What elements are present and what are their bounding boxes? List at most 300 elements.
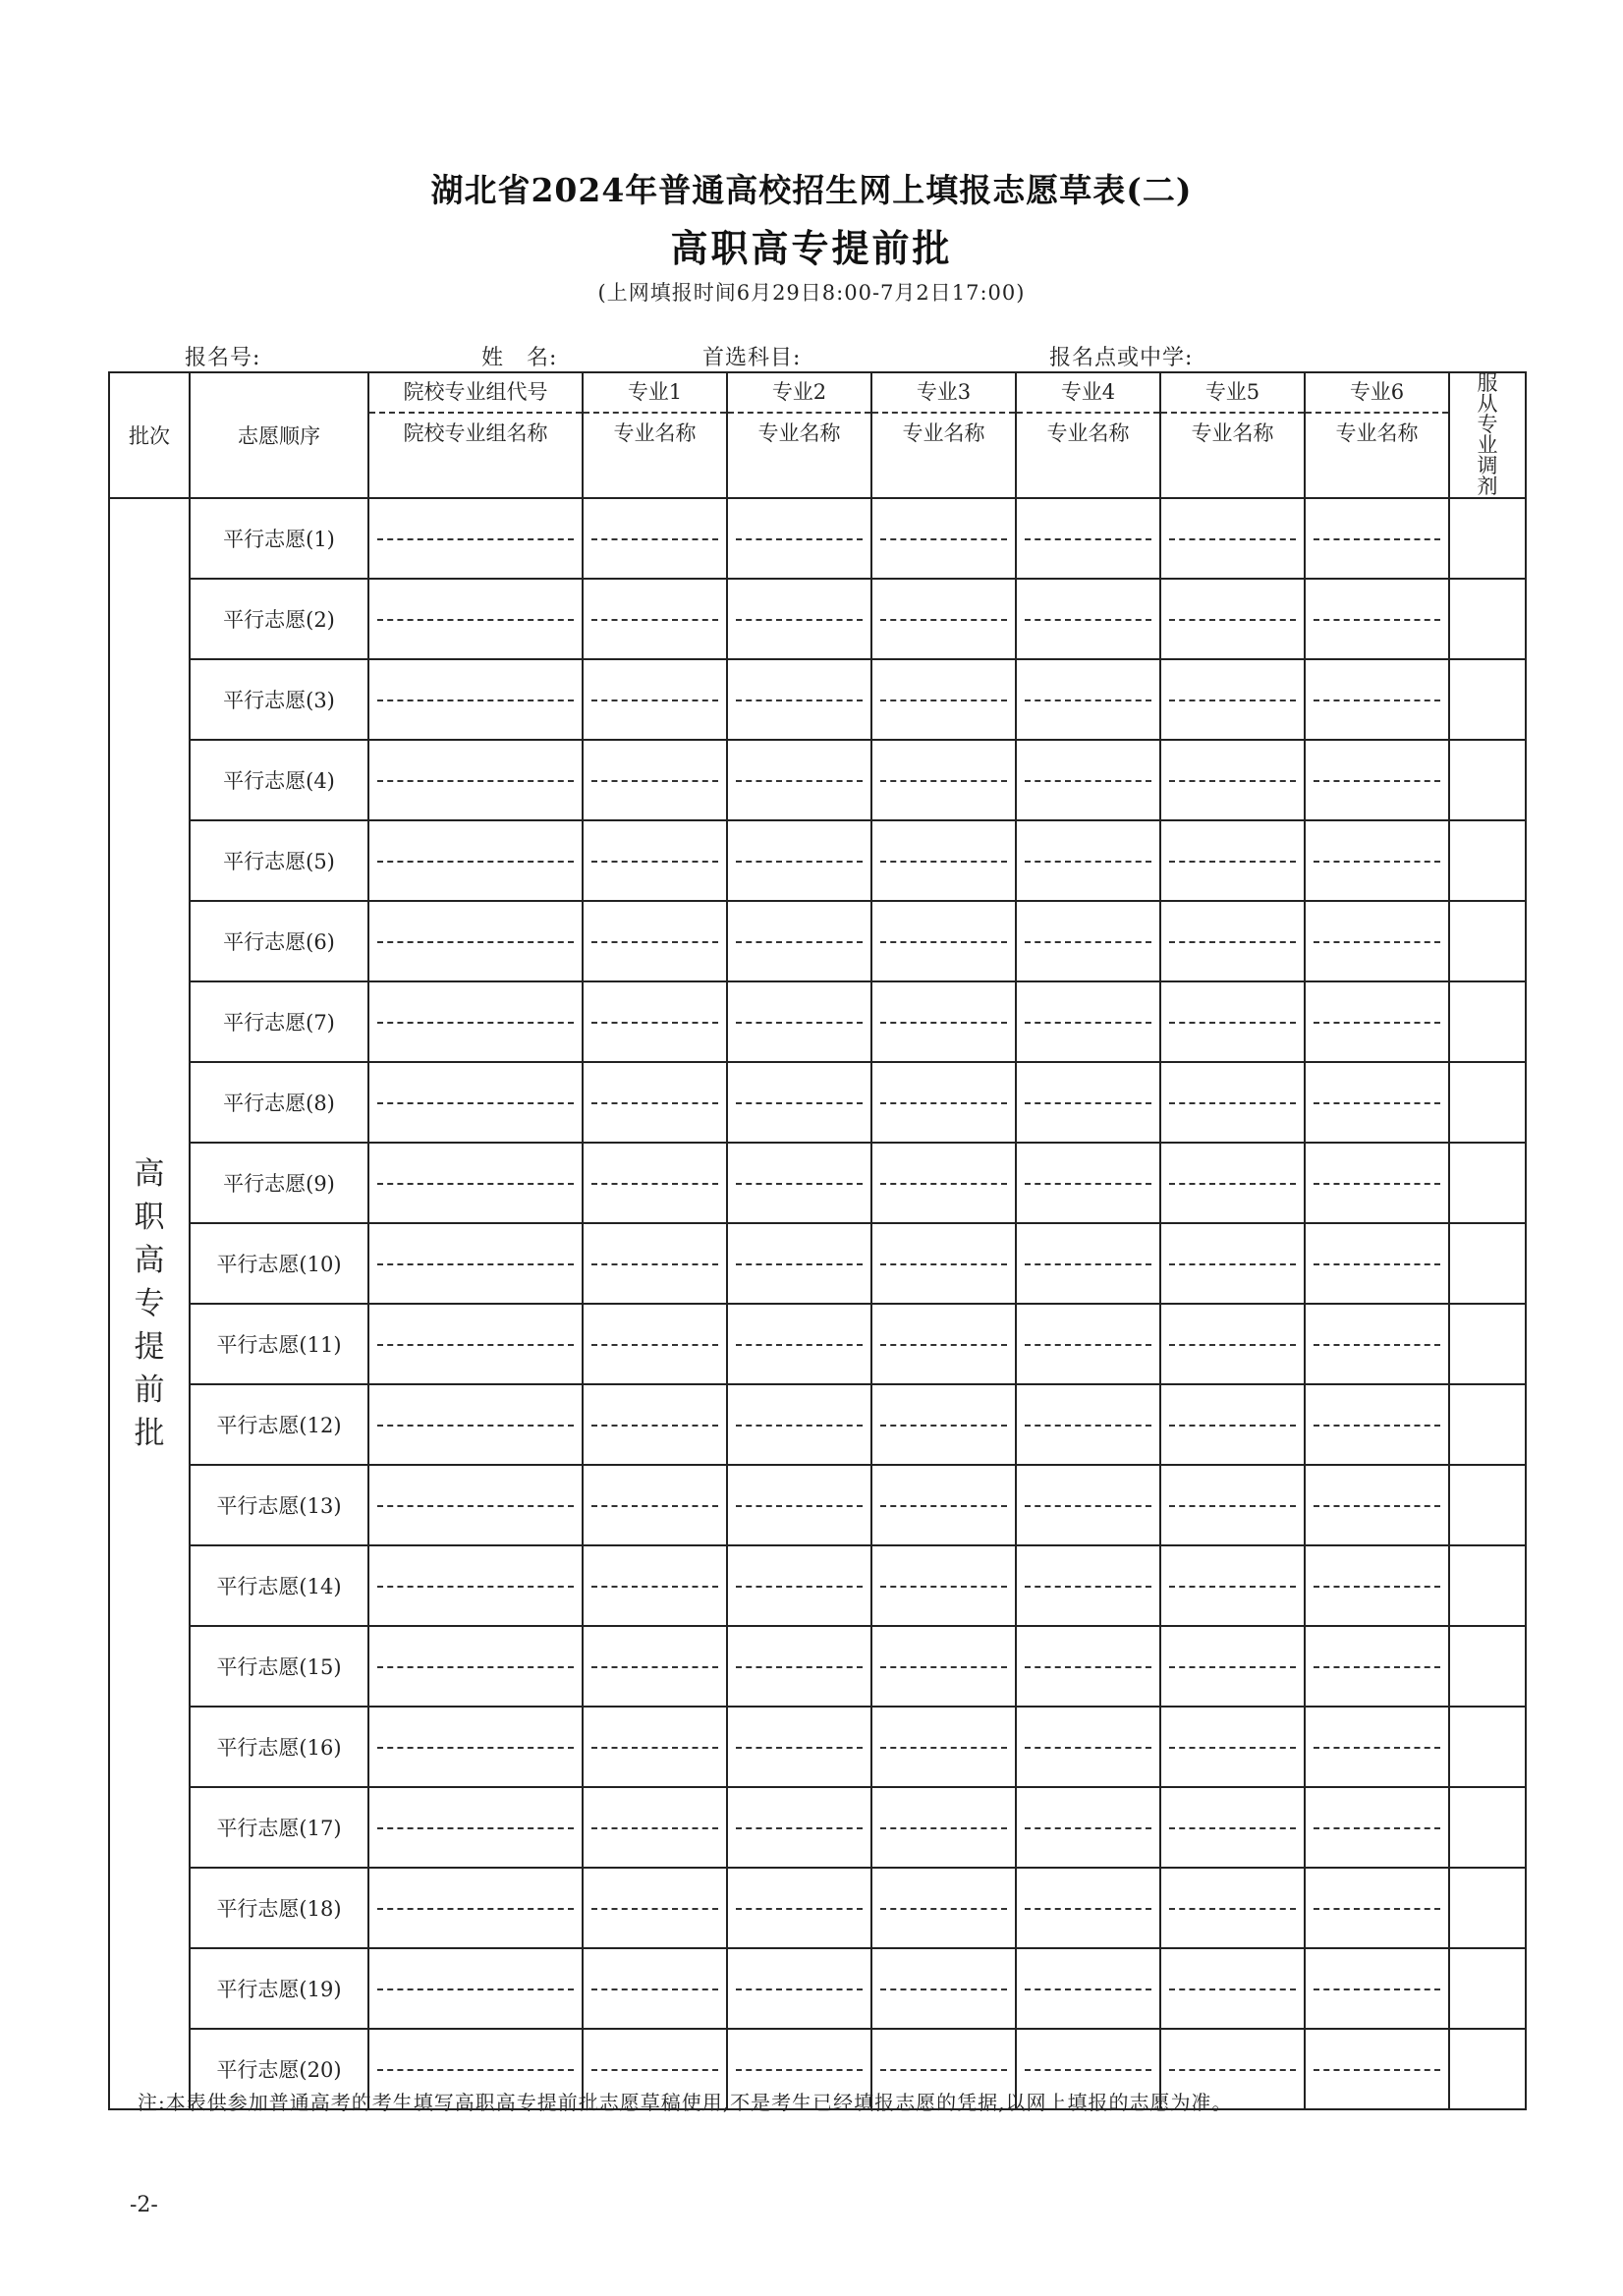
dashed-divider [591, 1908, 718, 1910]
major-4-cell[interactable] [1016, 1545, 1160, 1626]
major-3-cell[interactable] [871, 1787, 1016, 1868]
dashed-divider [736, 1827, 863, 1829]
preference-order-label: 平行志愿(19) [190, 1948, 368, 2029]
dashed-divider [591, 1022, 718, 1024]
dashed-divider [1025, 1666, 1151, 1668]
major-1-label: 专业1 [584, 373, 726, 414]
dashed-divider [880, 780, 1007, 782]
major-5-cell[interactable] [1160, 1062, 1305, 1143]
group-entry-cell[interactable] [368, 498, 583, 579]
adjust-cell[interactable] [1449, 901, 1526, 981]
major-6-cell[interactable] [1305, 1868, 1449, 1948]
dashed-divider [591, 1747, 718, 1749]
dashed-divider [1025, 780, 1151, 782]
dashed-divider [591, 1586, 718, 1588]
dashed-divider [377, 619, 574, 621]
major-1-cell[interactable] [583, 1304, 727, 1384]
group-entry-cell[interactable] [368, 1304, 583, 1384]
major-3-cell[interactable] [871, 1223, 1016, 1304]
dashed-divider [591, 619, 718, 621]
adjust-cell[interactable] [1449, 740, 1526, 820]
major-1-cell[interactable] [583, 1868, 727, 1948]
major-3-cell[interactable] [871, 659, 1016, 740]
major-1-cell[interactable] [583, 579, 727, 659]
major-1-cell[interactable] [583, 820, 727, 901]
major-4-cell[interactable] [1016, 901, 1160, 981]
dashed-divider [377, 1666, 574, 1668]
major-6-cell[interactable] [1305, 901, 1449, 981]
adjust-cell[interactable] [1449, 820, 1526, 901]
adjust-cell[interactable] [1449, 498, 1526, 579]
preference-table [108, 371, 1527, 2110]
major-5-cell[interactable] [1160, 820, 1305, 901]
major-5-cell[interactable] [1160, 901, 1305, 981]
header-row [109, 372, 1526, 498]
major-6-cell[interactable] [1305, 1948, 1449, 2029]
dashed-divider [736, 2069, 863, 2071]
major-name-label: 专业名称 [757, 421, 841, 445]
group-name-header: 院校专业组名称 [403, 421, 548, 445]
dashed-divider [880, 1827, 1007, 1829]
dashed-divider [1314, 538, 1440, 540]
group-header [368, 372, 583, 498]
major-2-cell[interactable] [727, 1626, 871, 1707]
dashed-divider [736, 1908, 863, 1910]
major-6-cell[interactable] [1305, 820, 1449, 901]
adjust-cell[interactable] [1449, 1304, 1526, 1384]
dashed-divider [377, 1425, 574, 1427]
group-entry-cell[interactable] [368, 1626, 583, 1707]
major-1-cell[interactable] [583, 1062, 727, 1143]
major-4-label: 专业4 [1017, 373, 1159, 414]
major-6-cell[interactable] [1305, 1384, 1449, 1465]
adjust-cell[interactable] [1449, 1384, 1526, 1465]
dashed-divider [1025, 1908, 1151, 1910]
major-5-cell[interactable] [1160, 1545, 1305, 1626]
major-2-cell[interactable] [727, 498, 871, 579]
major-1-cell[interactable] [583, 1223, 727, 1304]
dashed-divider [880, 538, 1007, 540]
dashed-divider [1025, 861, 1151, 863]
adjust-cell[interactable] [1449, 1062, 1526, 1143]
major-2-cell[interactable] [727, 1465, 871, 1545]
major-4-cell[interactable] [1016, 1787, 1160, 1868]
major-3-cell[interactable] [871, 1545, 1016, 1626]
dashed-divider [736, 1344, 863, 1346]
group-entry-cell[interactable] [368, 1465, 583, 1545]
major-5-cell[interactable] [1160, 1787, 1305, 1868]
dashed-divider [736, 1586, 863, 1588]
major-3-cell[interactable] [871, 1626, 1016, 1707]
preference-row [109, 1545, 1526, 1626]
major-2-header [727, 372, 871, 498]
group-entry-cell[interactable] [368, 1223, 583, 1304]
adjust-cell[interactable] [1449, 2029, 1526, 2109]
major-6-label: 专业6 [1306, 373, 1448, 414]
dashed-divider [377, 1827, 574, 1829]
major-2-cell[interactable] [727, 1384, 871, 1465]
dashed-divider [880, 1505, 1007, 1507]
major-4-cell[interactable] [1016, 1868, 1160, 1948]
dashed-divider [1025, 1586, 1151, 1588]
school-label: 报名点或中学: [1049, 346, 1194, 370]
major-3-cell[interactable] [871, 1062, 1016, 1143]
major-5-cell[interactable] [1160, 1707, 1305, 1787]
dashed-divider [591, 1988, 718, 1990]
dashed-divider [377, 538, 574, 540]
dashed-divider [880, 1344, 1007, 1346]
dashed-divider [1169, 1263, 1296, 1265]
dashed-divider [880, 1747, 1007, 1749]
dashed-divider [736, 1263, 863, 1265]
dashed-divider [591, 1263, 718, 1265]
major-2-cell[interactable] [727, 740, 871, 820]
major-6-cell[interactable] [1305, 1062, 1449, 1143]
dashed-divider [377, 1344, 574, 1346]
dashed-divider [1025, 1988, 1151, 1990]
adjust-cell[interactable] [1449, 579, 1526, 659]
major-4-cell[interactable] [1016, 498, 1160, 579]
adjust-cell[interactable] [1449, 659, 1526, 740]
dashed-divider [1025, 700, 1151, 701]
major-3-cell[interactable] [871, 1465, 1016, 1545]
group-entry-cell[interactable] [368, 981, 583, 1062]
dashed-divider [377, 1505, 574, 1507]
dashed-divider [880, 1425, 1007, 1427]
major-4-cell[interactable] [1016, 1465, 1160, 1545]
major-name-label: 专业名称 [902, 421, 985, 445]
adjust-cell[interactable] [1449, 1707, 1526, 1787]
major-2-cell[interactable] [727, 981, 871, 1062]
major-4-cell[interactable] [1016, 740, 1160, 820]
major-4-cell[interactable] [1016, 1062, 1160, 1143]
dashed-divider [1314, 619, 1440, 621]
major-1-cell[interactable] [583, 498, 727, 579]
preference-row [109, 579, 1526, 659]
dashed-divider [1314, 780, 1440, 782]
group-entry-cell[interactable] [368, 1787, 583, 1868]
major-1-cell[interactable] [583, 1626, 727, 1707]
adjust-cell[interactable] [1449, 1143, 1526, 1223]
major-2-cell[interactable] [727, 1787, 871, 1868]
major-5-cell[interactable] [1160, 579, 1305, 659]
dashed-divider [1314, 1505, 1440, 1507]
major-3-cell[interactable] [871, 740, 1016, 820]
major-4-cell[interactable] [1016, 1304, 1160, 1384]
dashed-divider [591, 1827, 718, 1829]
major-2-cell[interactable] [727, 1868, 871, 1948]
major-5-cell[interactable] [1160, 498, 1305, 579]
group-entry-cell[interactable] [368, 740, 583, 820]
preference-row [109, 981, 1526, 1062]
major-5-cell[interactable] [1160, 1143, 1305, 1223]
dashed-divider [736, 1666, 863, 1668]
dashed-divider [591, 1183, 718, 1185]
major-6-cell[interactable] [1305, 1707, 1449, 1787]
major-name-label: 专业名称 [613, 421, 697, 445]
dashed-divider [736, 780, 863, 782]
batch-name: 高职高专提前批 [134, 1156, 165, 1451]
major-3-cell[interactable] [871, 1384, 1016, 1465]
major-2-cell[interactable] [727, 1707, 871, 1787]
preference-order-label: 平行志愿(11) [190, 1304, 368, 1384]
major-3-cell[interactable] [871, 1304, 1016, 1384]
major-6-cell[interactable] [1305, 1465, 1449, 1545]
major-2-cell[interactable] [727, 1304, 871, 1384]
major-6-cell[interactable] [1305, 579, 1449, 659]
dashed-divider [736, 1183, 863, 1185]
major-6-cell[interactable] [1305, 981, 1449, 1062]
major-4-cell[interactable] [1016, 659, 1160, 740]
adjust-cell[interactable] [1449, 1787, 1526, 1868]
dashed-divider [1169, 1425, 1296, 1427]
dashed-divider [736, 1747, 863, 1749]
group-entry-cell[interactable] [368, 659, 583, 740]
dashed-divider [591, 1666, 718, 1668]
group-entry-cell[interactable] [368, 1143, 583, 1223]
dashed-divider [1169, 780, 1296, 782]
major-2-cell[interactable] [727, 1062, 871, 1143]
dashed-divider [1169, 619, 1296, 621]
major-1-cell[interactable] [583, 901, 727, 981]
major-3-cell[interactable] [871, 1868, 1016, 1948]
major-5-label: 专业5 [1161, 373, 1304, 414]
major-1-cell[interactable] [583, 740, 727, 820]
preference-order-label: 平行志愿(10) [190, 1223, 368, 1304]
major-3-cell[interactable] [871, 1143, 1016, 1223]
preference-row [109, 659, 1526, 740]
dashed-divider [880, 941, 1007, 943]
major-1-header [583, 372, 727, 498]
dashed-divider [1314, 2069, 1440, 2071]
preference-order-label: 平行志愿(20) [190, 2029, 368, 2109]
dashed-divider [880, 1183, 1007, 1185]
major-5-cell[interactable] [1160, 1223, 1305, 1304]
major-6-cell[interactable] [1305, 1787, 1449, 1868]
preference-order-label: 平行志愿(3) [190, 659, 368, 740]
preference-row [109, 1868, 1526, 1948]
major-2-label: 专业2 [728, 373, 870, 414]
dashed-divider [591, 700, 718, 701]
dashed-divider [1169, 538, 1296, 540]
dashed-divider [1314, 861, 1440, 863]
major-2-cell[interactable] [727, 1143, 871, 1223]
dashed-divider [1314, 1102, 1440, 1104]
dashed-divider [1025, 1747, 1151, 1749]
adjust-cell[interactable] [1449, 1948, 1526, 2029]
dashed-divider [880, 1666, 1007, 1668]
major-1-cell[interactable] [583, 1787, 727, 1868]
major-6-cell[interactable] [1305, 740, 1449, 820]
major-6-cell[interactable] [1305, 2029, 1449, 2109]
major-6-cell[interactable] [1305, 659, 1449, 740]
major-3-cell[interactable] [871, 579, 1016, 659]
group-entry-cell[interactable] [368, 901, 583, 981]
major-1-cell[interactable] [583, 1545, 727, 1626]
major-4-header [1016, 372, 1160, 498]
preference-order-label: 平行志愿(6) [190, 901, 368, 981]
dashed-divider [591, 780, 718, 782]
major-2-cell[interactable] [727, 1545, 871, 1626]
dashed-divider [1169, 1827, 1296, 1829]
group-entry-cell[interactable] [368, 1545, 583, 1626]
adjust-header-label: 服从专业调剂 [1477, 371, 1498, 498]
group-entry-cell[interactable] [368, 820, 583, 901]
dashed-divider [1025, 1183, 1151, 1185]
group-entry-cell[interactable] [368, 1948, 583, 2029]
dashed-divider [1025, 1827, 1151, 1829]
major-4-cell[interactable] [1016, 579, 1160, 659]
adjust-cell[interactable] [1449, 981, 1526, 1062]
major-2-cell[interactable] [727, 659, 871, 740]
dashed-divider [1169, 1747, 1296, 1749]
major-3-cell[interactable] [871, 820, 1016, 901]
preference-row [109, 1062, 1526, 1143]
dashed-divider [1314, 1183, 1440, 1185]
major-3-cell[interactable] [871, 1948, 1016, 2029]
major-2-cell[interactable] [727, 820, 871, 901]
preference-order-label: 平行志愿(7) [190, 981, 368, 1062]
preference-order-label: 平行志愿(14) [190, 1545, 368, 1626]
dashed-divider [736, 1102, 863, 1104]
major-4-cell[interactable] [1016, 981, 1160, 1062]
dashed-divider [591, 1425, 718, 1427]
dashed-divider [591, 1102, 718, 1104]
dashed-divider [591, 1505, 718, 1507]
group-code-header: 院校专业组代号 [369, 373, 582, 414]
dashed-divider [1314, 941, 1440, 943]
dashed-divider [736, 1988, 863, 1990]
major-4-cell[interactable] [1016, 1626, 1160, 1707]
group-entry-cell[interactable] [368, 1707, 583, 1787]
major-4-cell[interactable] [1016, 1384, 1160, 1465]
major-2-cell[interactable] [727, 1948, 871, 2029]
dashed-divider [1025, 1344, 1151, 1346]
dashed-divider [880, 2069, 1007, 2071]
major-5-cell[interactable] [1160, 1465, 1305, 1545]
major-4-cell[interactable] [1016, 1707, 1160, 1787]
group-entry-cell[interactable] [368, 1868, 583, 1948]
dashed-divider [880, 861, 1007, 863]
dashed-divider [736, 619, 863, 621]
dashed-divider [1169, 941, 1296, 943]
order-header: 志愿顺序 [190, 372, 368, 498]
major-name-label: 专业名称 [1335, 421, 1419, 445]
dashed-divider [1169, 1666, 1296, 1668]
major-6-cell[interactable] [1305, 1143, 1449, 1223]
dashed-divider [736, 861, 863, 863]
major-1-cell[interactable] [583, 1948, 727, 2029]
major-1-cell[interactable] [583, 1143, 727, 1223]
major-3-header [871, 372, 1016, 498]
major-6-cell[interactable] [1305, 1626, 1449, 1707]
major-2-cell[interactable] [727, 579, 871, 659]
preference-row [109, 901, 1526, 981]
dashed-divider [1169, 2069, 1296, 2071]
dashed-divider [377, 2069, 574, 2071]
major-5-cell[interactable] [1160, 1304, 1305, 1384]
major-5-cell[interactable] [1160, 1868, 1305, 1948]
dashed-divider [736, 941, 863, 943]
adjust-cell[interactable] [1449, 1465, 1526, 1545]
adjust-cell[interactable] [1449, 1868, 1526, 1948]
dashed-divider [591, 2069, 718, 2071]
dashed-divider [377, 1183, 574, 1185]
major-1-cell[interactable] [583, 981, 727, 1062]
major-4-cell[interactable] [1016, 820, 1160, 901]
dashed-divider [1314, 1666, 1440, 1668]
dashed-divider [736, 1022, 863, 1024]
major-2-cell[interactable] [727, 901, 871, 981]
major-5-cell[interactable] [1160, 1384, 1305, 1465]
major-5-cell[interactable] [1160, 1626, 1305, 1707]
major-3-cell[interactable] [871, 498, 1016, 579]
major-3-cell[interactable] [871, 1707, 1016, 1787]
dashed-divider [377, 780, 574, 782]
major-3-cell[interactable] [871, 901, 1016, 981]
major-5-cell[interactable] [1160, 981, 1305, 1062]
group-entry-cell[interactable] [368, 1384, 583, 1465]
major-6-cell[interactable] [1305, 1545, 1449, 1626]
page-number: -2- [130, 2193, 158, 2217]
preference-order-label: 平行志愿(12) [190, 1384, 368, 1465]
major-1-cell[interactable] [583, 1707, 727, 1787]
adjust-cell[interactable] [1449, 1626, 1526, 1707]
major-4-cell[interactable] [1016, 1948, 1160, 2029]
major-2-cell[interactable] [727, 1223, 871, 1304]
dashed-divider [1169, 1908, 1296, 1910]
dashed-divider [1314, 1022, 1440, 1024]
group-entry-cell[interactable] [368, 579, 583, 659]
preference-order-label: 平行志愿(17) [190, 1787, 368, 1868]
adjust-cell[interactable] [1449, 1223, 1526, 1304]
preference-order-label: 平行志愿(8) [190, 1062, 368, 1143]
preference-row [109, 498, 1526, 579]
dashed-divider [1025, 1505, 1151, 1507]
major-1-cell[interactable] [583, 1384, 727, 1465]
dashed-divider [1025, 1425, 1151, 1427]
dashed-divider [377, 1102, 574, 1104]
major-4-cell[interactable] [1016, 1143, 1160, 1223]
preference-order-label: 平行志愿(4) [190, 740, 368, 820]
major-name-label: 专业名称 [1046, 421, 1130, 445]
preference-row [109, 820, 1526, 901]
dashed-divider [880, 1263, 1007, 1265]
major-6-cell[interactable] [1305, 498, 1449, 579]
dashed-divider [377, 941, 574, 943]
dashed-divider [377, 861, 574, 863]
major-6-cell[interactable] [1305, 1223, 1449, 1304]
dashed-divider [1314, 1425, 1440, 1427]
major-1-cell[interactable] [583, 659, 727, 740]
major-1-cell[interactable] [583, 1465, 727, 1545]
major-6-cell[interactable] [1305, 1304, 1449, 1384]
major-5-cell[interactable] [1160, 740, 1305, 820]
dashed-divider [1314, 700, 1440, 701]
major-3-cell[interactable] [871, 981, 1016, 1062]
dashed-divider [1169, 1022, 1296, 1024]
dashed-divider [1314, 1586, 1440, 1588]
adjust-header [1449, 372, 1526, 498]
major-5-cell[interactable] [1160, 1948, 1305, 2029]
major-4-cell[interactable] [1016, 1223, 1160, 1304]
dashed-divider [1169, 1505, 1296, 1507]
dashed-divider [880, 1908, 1007, 1910]
adjust-cell[interactable] [1449, 1545, 1526, 1626]
group-entry-cell[interactable] [368, 1062, 583, 1143]
major-5-cell[interactable] [1160, 659, 1305, 740]
dashed-divider [880, 1586, 1007, 1588]
